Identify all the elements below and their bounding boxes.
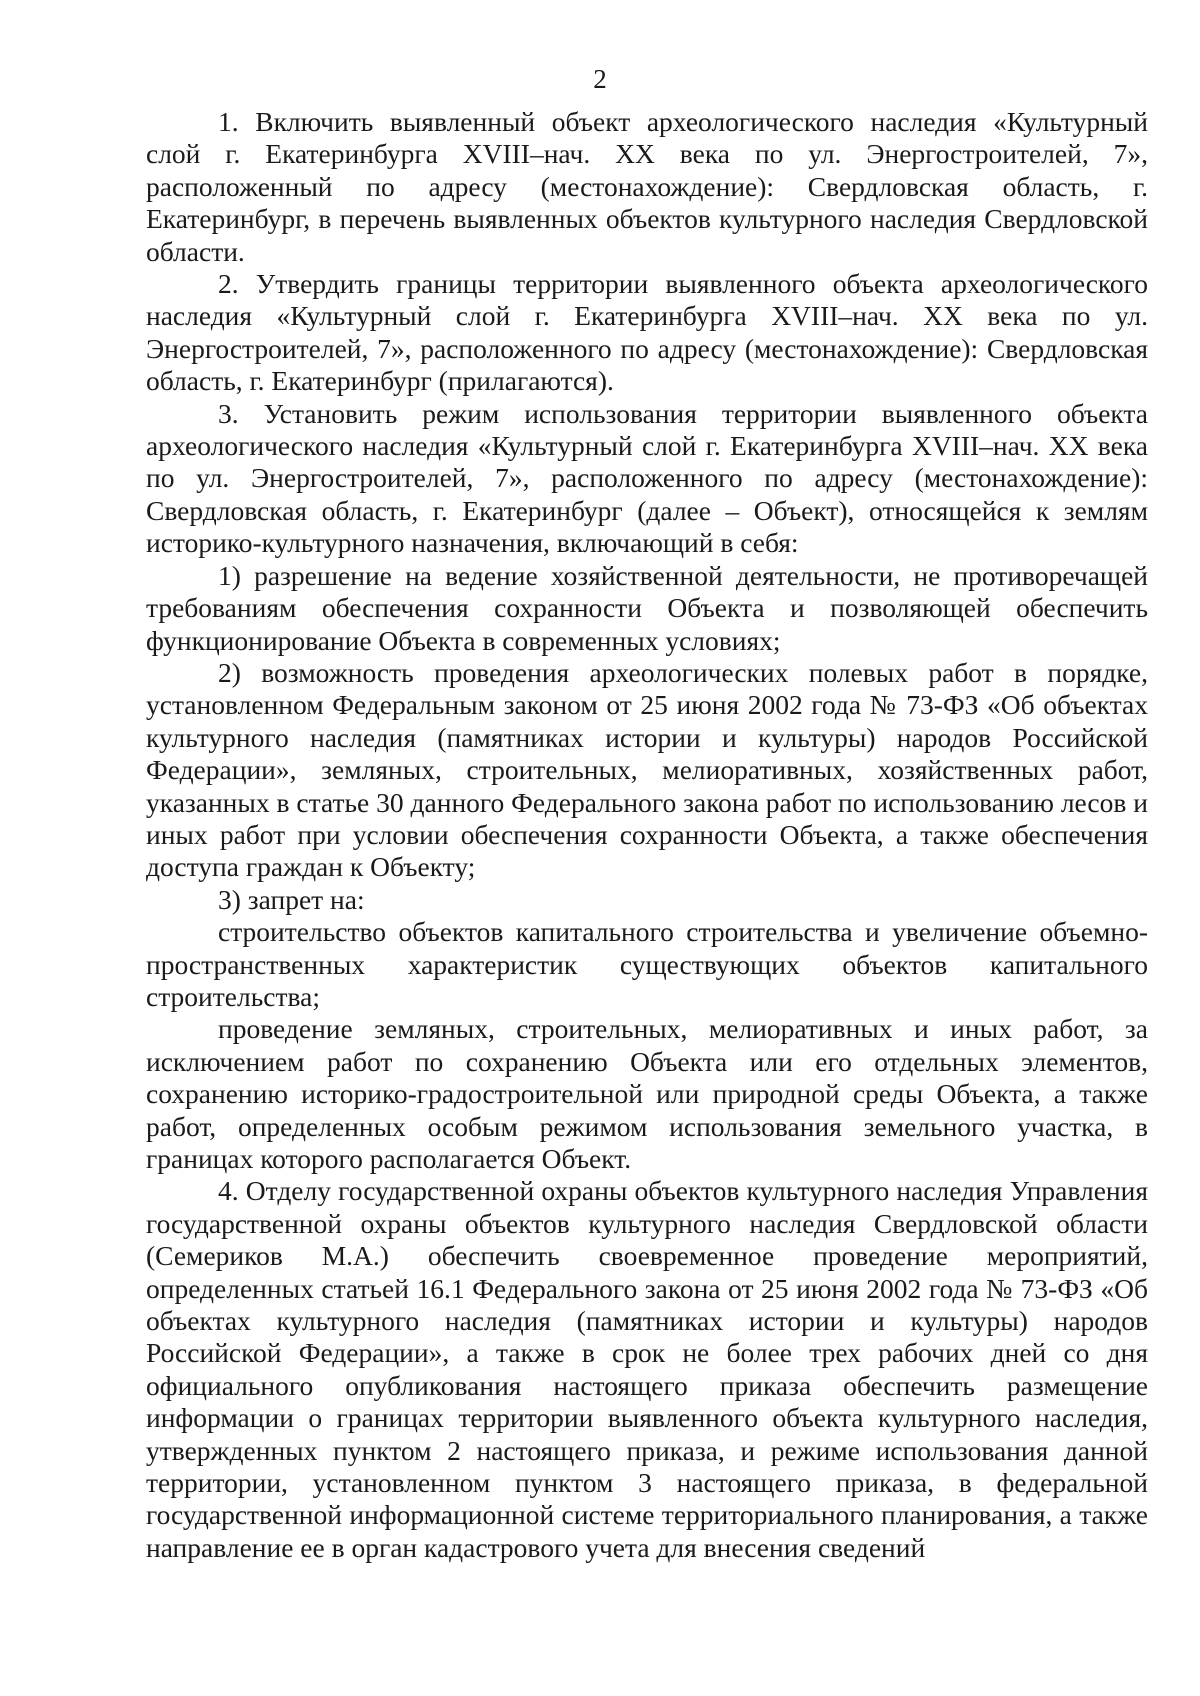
document-body (146, 106, 1148, 1564)
paragraph-prohibition-construction: строительство объектов капитального строительства и увеличение объемно-пространственных характеристик существующих объектов капитального строительства; (146, 916, 1148, 1012)
paragraph-item-3: 3. Установить режим использования территории выявленного объекта археологического наследия «Культурный слой г. Екатеринбурга XVIII–нач. XX века по ул. Энергостроителей, 7», расположенного по адресу (местонахождение): Свердловская область, г. Екатеринбург (далее – Объект), относящейся к землям историко-культурного назначения, включающий в себя: (146, 397, 1148, 559)
paragraph-subitem-1: 1) разрешение на ведение хозяйственной деятельности, не противоречащей требованиям обеспечения сохранности Объекта и позволяющей обеспечить функционирование Объекта в современных условиях; (146, 559, 1148, 656)
paragraph-subitem-3: 3) запрет на: (218, 883, 365, 915)
paragraph-subitem-2: 2) возможность проведения археологических полевых работ в порядке, установленном Федеральным законом от 25 июня 2002 года № 73-ФЗ «Об объектах культурного наследия (памятниках истории и культуры) народов Российской Федерации», земляных, строительных, мелиоративных, хозяйственных работ, указанных в статье 30 данного Федерального закона работ по использованию лесов и иных работ при условии обеспечения сохранности Объекта, а также обеспечения доступа граждан к Объекту; (146, 656, 1148, 883)
paragraph-item-2: 2. Утвердить границы территории выявленного объекта археологического наследия «Культурный слой г. Екатеринбурга XVIII–нач. XX века по ул. Энергостроителей, 7», расположенного по адресу (местонахождение): Свердловская область, г. Екатеринбург (прилагаются). (146, 268, 1148, 397)
paragraph-item-1: 1. Включить выявленный объект археологического наследия «Культурный слой г. Екатеринбурга XVIII–нач. XX века по ул. Энергостроителей, 7», расположенный по адресу (местонахождение): Свердловская область, г. Екатеринбург, в перечень выявленных объектов культурного наследия Свердловской области. (146, 106, 1148, 267)
paragraph-item-4: 4. Отделу государственной охраны объектов культурного наследия Управления государственной охраны объектов культурного наследия Свердловской области (Семериков М.А.) обеспечить своевременное проведение мероприятий, определенных статьей 16.1 Федерального закона от 25 июня 2002 года № 73-ФЗ «Об объектах культурного наследия (памятниках истории и культуры) народов Российской Федерации», а также в срок не более трех рабочих дней со дня официального опубликования настоящего приказа обеспечить размещение информации о границах территории выявленного объекта культурного наследия, утвержденных пунктом 2 настоящего приказа, и режиме использования данной территории, установленном пунктом 3 настоящего приказа, в федеральной государственной информационной системе территориального планирования, а также направление ее в орган кадастрового учета для внесения сведений (146, 1175, 1148, 1563)
paragraph-prohibition-works: проведение земляных, строительных, мелиоративных и иных работ, за исключением работ по сохранению Объекта или его отдельных элементов, сохранению историко-градостроительной или природной среды Объекта, а также работ, определенных особым режимом использования земельного участка, в границах которого располагается Объект. (146, 1013, 1148, 1174)
page-number: 2 (593, 64, 607, 94)
